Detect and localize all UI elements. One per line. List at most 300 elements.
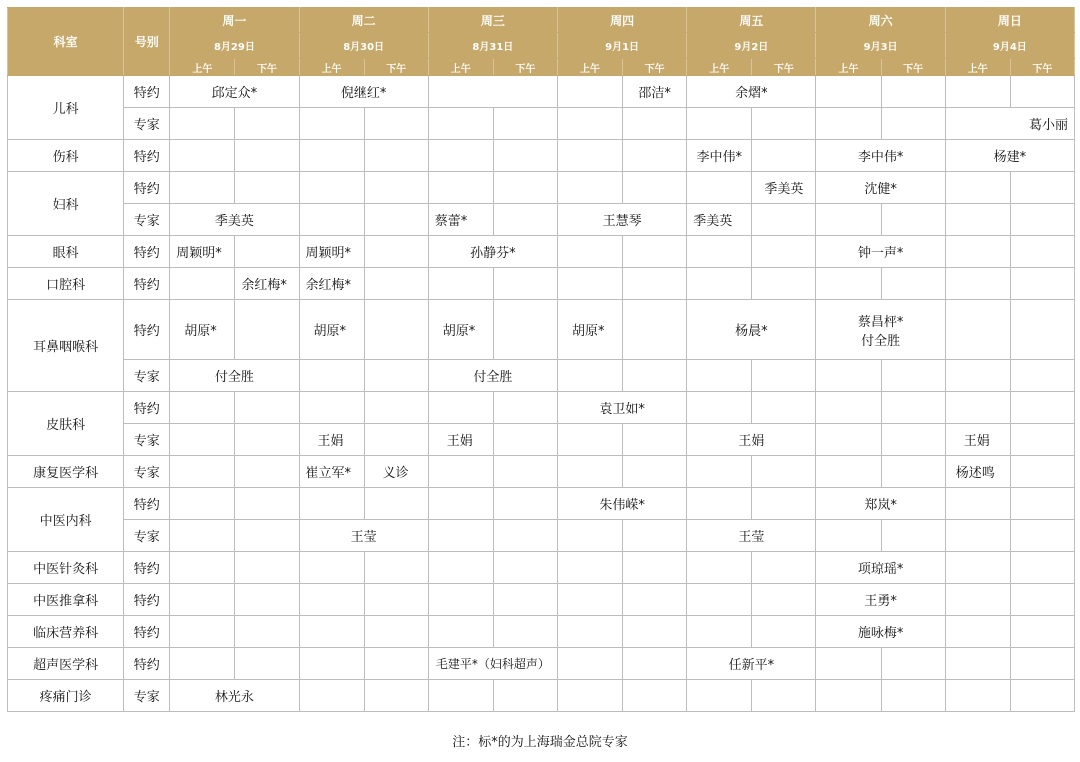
schedule-cell: 林光永	[170, 680, 299, 712]
schedule-cell	[364, 552, 428, 584]
schedule-cell: 王娟	[428, 424, 493, 456]
schedule-cell: 杨晨*	[687, 300, 816, 360]
schedule-cell	[364, 488, 428, 520]
schedule-cell	[945, 360, 1010, 392]
table-row	[8, 616, 1075, 648]
schedule-cell	[364, 648, 428, 680]
type-cell: 特约	[124, 392, 170, 424]
schedule-cell	[816, 108, 881, 140]
table-row	[8, 424, 1075, 456]
schedule-cell	[623, 172, 687, 204]
schedule-cell	[816, 680, 881, 712]
schedule-cell	[235, 300, 299, 360]
schedule-cell	[687, 360, 752, 392]
schedule-cell	[364, 268, 428, 300]
schedule-cell	[752, 268, 816, 300]
schedule-cell: 胡原*	[557, 300, 622, 360]
schedule-cell	[687, 236, 752, 268]
schedule-cell: 周颖明*	[299, 236, 364, 268]
header-pm: 下午	[235, 59, 299, 76]
schedule-cell: 袁卫如*	[557, 392, 686, 424]
schedule-cell: 王慧琴	[557, 204, 686, 236]
dept-cell: 口腔科	[8, 268, 124, 300]
schedule-cell	[881, 392, 945, 424]
schedule-cell	[623, 520, 687, 552]
schedule-cell	[299, 616, 364, 648]
ent-sat-line-2: 付全胜	[861, 333, 901, 349]
schedule-cell	[1010, 616, 1074, 648]
schedule-cell	[1010, 520, 1074, 552]
schedule-cell: 孙静芬*	[428, 236, 557, 268]
schedule-cell	[752, 140, 816, 172]
schedule-cell	[687, 172, 752, 204]
table-row	[8, 360, 1075, 392]
schedule-cell: 义诊	[364, 456, 428, 488]
schedule-cell	[299, 392, 364, 424]
header-pm: 下午	[364, 59, 428, 76]
schedule-cell	[299, 584, 364, 616]
schedule-cell	[1010, 648, 1074, 680]
schedule-cell	[557, 360, 622, 392]
schedule-cell	[1010, 172, 1074, 204]
schedule-cell: 王娟	[945, 424, 1010, 456]
schedule-cell	[235, 236, 299, 268]
schedule-cell	[170, 108, 235, 140]
schedule-cell	[170, 268, 235, 300]
schedule-cell	[364, 300, 428, 360]
schedule-cell	[493, 204, 557, 236]
schedule-cell	[235, 552, 299, 584]
schedule-cell	[364, 204, 428, 236]
schedule-cell	[493, 552, 557, 584]
type-cell: 特约	[124, 300, 170, 360]
schedule-cell	[945, 520, 1010, 552]
schedule-cell	[623, 236, 687, 268]
dept-cell: 妇科	[8, 172, 124, 236]
header-dept: 科室	[8, 8, 124, 76]
schedule-cell: 王莹	[687, 520, 816, 552]
schedule-cell	[493, 456, 557, 488]
schedule-cell	[752, 488, 816, 520]
schedule-cell	[557, 552, 622, 584]
schedule-cell	[557, 584, 622, 616]
schedule-cell	[945, 616, 1010, 648]
header-am: 上午	[945, 59, 1010, 76]
header-day-thu: 周四	[557, 8, 686, 33]
schedule-cell	[945, 392, 1010, 424]
type-cell: 特约	[124, 76, 170, 108]
dept-cell: 伤科	[8, 140, 124, 172]
schedule-cell	[364, 140, 428, 172]
schedule-cell	[235, 424, 299, 456]
schedule-cell	[364, 172, 428, 204]
type-cell: 专家	[124, 108, 170, 140]
schedule-cell: 葛小丽	[945, 108, 1074, 140]
schedule-cell	[428, 268, 493, 300]
schedule-cell	[1010, 584, 1074, 616]
schedule-cell	[170, 616, 235, 648]
schedule-cell	[945, 648, 1010, 680]
schedule-cell: 蔡蕾*	[428, 204, 493, 236]
header-day-sat: 周六	[816, 8, 945, 33]
schedule-cell	[1010, 204, 1074, 236]
schedule-cell	[235, 392, 299, 424]
type-cell: 特约	[124, 552, 170, 584]
schedule-cell: 施咏梅*	[816, 616, 945, 648]
table-row	[8, 680, 1075, 712]
schedule-cell	[235, 520, 299, 552]
table-header	[8, 8, 1075, 76]
schedule-cell: 钟一声*	[816, 236, 945, 268]
type-cell: 专家	[124, 204, 170, 236]
type-cell: 特约	[124, 616, 170, 648]
schedule-cell	[1010, 236, 1074, 268]
dept-cell: 疼痛门诊	[8, 680, 124, 712]
schedule-cell: 朱伟嵘*	[557, 488, 686, 520]
schedule-cell	[299, 172, 364, 204]
schedule-cell: 李中伟*	[687, 140, 752, 172]
schedule-cell	[493, 392, 557, 424]
schedule-cell	[752, 108, 816, 140]
schedule-cell	[493, 108, 557, 140]
schedule-cell	[752, 552, 816, 584]
header-date-sat: 9月3日	[816, 33, 945, 59]
schedule-cell	[428, 520, 493, 552]
schedule-cell: 季美英	[687, 204, 752, 236]
schedule-cell	[170, 648, 235, 680]
dept-cell: 耳鼻咽喉科	[8, 300, 124, 392]
schedule-cell	[623, 360, 687, 392]
table-row	[8, 584, 1075, 616]
schedule-cell: 付全胜	[428, 360, 557, 392]
table-row	[8, 268, 1075, 300]
header-date-fri: 9月2日	[687, 33, 816, 59]
schedule-cell	[364, 360, 428, 392]
schedule-cell: 付全胜	[170, 360, 299, 392]
schedule-cell	[299, 360, 364, 392]
table-row	[8, 552, 1075, 584]
table-row	[8, 300, 1075, 360]
schedule-cell	[687, 456, 752, 488]
schedule-cell	[235, 488, 299, 520]
schedule-cell	[816, 204, 881, 236]
schedule-cell: 崔立军*	[299, 456, 364, 488]
schedule-cell	[881, 456, 945, 488]
schedule-cell	[1010, 360, 1074, 392]
schedule-cell: 邱定众*	[170, 76, 299, 108]
table-row	[8, 236, 1075, 268]
table-row	[8, 392, 1075, 424]
schedule-cell	[881, 648, 945, 680]
schedule-cell	[816, 300, 945, 360]
header-day-fri: 周五	[687, 8, 816, 33]
table-row	[8, 648, 1075, 680]
schedule-cell	[557, 236, 622, 268]
schedule-cell	[687, 268, 752, 300]
schedule-cell	[299, 204, 364, 236]
schedule-cell	[687, 108, 752, 140]
schedule-cell	[235, 616, 299, 648]
schedule-cell	[945, 552, 1010, 584]
schedule-cell	[881, 204, 945, 236]
schedule-cell	[235, 172, 299, 204]
dept-cell: 眼科	[8, 236, 124, 268]
schedule-cell	[428, 140, 493, 172]
schedule-cell	[752, 360, 816, 392]
type-cell: 特约	[124, 236, 170, 268]
schedule-cell	[170, 488, 235, 520]
schedule-cell	[170, 424, 235, 456]
schedule-cell: 王娟	[687, 424, 816, 456]
table-row	[8, 456, 1075, 488]
table-row	[8, 172, 1075, 204]
schedule-cell	[428, 76, 557, 108]
schedule-cell: 杨建*	[945, 140, 1074, 172]
dept-cell: 中医内科	[8, 488, 124, 552]
schedule-cell	[1010, 300, 1074, 360]
schedule-cell	[816, 76, 881, 108]
schedule-cell	[752, 584, 816, 616]
dept-cell: 康复医学科	[8, 456, 124, 488]
schedule-cell	[623, 552, 687, 584]
schedule-cell	[235, 108, 299, 140]
schedule-cell	[428, 680, 493, 712]
schedule-cell	[493, 680, 557, 712]
schedule-cell	[557, 456, 622, 488]
schedule-cell	[687, 680, 752, 712]
schedule-cell	[493, 424, 557, 456]
type-cell: 专家	[124, 680, 170, 712]
dept-cell: 中医针灸科	[8, 552, 124, 584]
schedule-cell	[170, 456, 235, 488]
schedule-cell	[881, 268, 945, 300]
schedule-cell	[493, 616, 557, 648]
table-row	[8, 204, 1075, 236]
schedule-cell	[364, 108, 428, 140]
schedule-cell	[493, 300, 557, 360]
type-cell: 特约	[124, 140, 170, 172]
schedule-cell	[1010, 488, 1074, 520]
table-row	[8, 520, 1075, 552]
schedule-cell: 胡原*	[428, 300, 493, 360]
schedule-cell	[1010, 76, 1074, 108]
schedule-cell	[557, 648, 622, 680]
schedule-cell: 季美英	[752, 172, 816, 204]
schedule-cell	[945, 300, 1010, 360]
schedule-cell	[945, 204, 1010, 236]
schedule-cell	[881, 108, 945, 140]
schedule-cell	[364, 424, 428, 456]
schedule-cell	[170, 172, 235, 204]
schedule-cell	[170, 552, 235, 584]
schedule-cell	[557, 268, 622, 300]
schedule-cell	[493, 140, 557, 172]
header-am: 上午	[816, 59, 881, 76]
schedule-cell	[623, 680, 687, 712]
schedule-cell: 胡原*	[170, 300, 235, 360]
header-am: 上午	[428, 59, 493, 76]
schedule-cell	[687, 616, 752, 648]
schedule-cell	[1010, 680, 1074, 712]
schedule-cell	[493, 520, 557, 552]
schedule-cell	[1010, 456, 1074, 488]
schedule-cell: 王莹	[299, 520, 428, 552]
schedule-cell	[945, 680, 1010, 712]
ent-sat-line-1: 蔡昌枰*	[857, 314, 904, 330]
dept-cell: 儿科	[8, 76, 124, 140]
header-am: 上午	[557, 59, 622, 76]
schedule-cell: 毛建平*（妇科超声）	[428, 648, 557, 680]
schedule-cell	[557, 520, 622, 552]
schedule-cell	[881, 76, 945, 108]
schedule-cell	[687, 584, 752, 616]
schedule-cell	[428, 616, 493, 648]
schedule-cell	[364, 584, 428, 616]
schedule-cell	[623, 456, 687, 488]
schedule-cell	[299, 488, 364, 520]
schedule-cell	[557, 76, 622, 108]
header-pm: 下午	[623, 59, 687, 76]
schedule-cell	[493, 172, 557, 204]
header-pm: 下午	[1010, 59, 1074, 76]
schedule-cell: 李中伟*	[816, 140, 945, 172]
schedule-cell	[623, 300, 687, 360]
header-date-sun: 9月4日	[945, 33, 1074, 59]
schedule-cell: 王勇*	[816, 584, 945, 616]
table-row	[8, 76, 1075, 108]
schedule-cell	[816, 392, 881, 424]
schedule-cell	[428, 552, 493, 584]
schedule-cell	[557, 108, 622, 140]
header-day-wed: 周三	[428, 8, 557, 33]
type-cell: 特约	[124, 488, 170, 520]
table-row	[8, 488, 1075, 520]
schedule-cell	[493, 488, 557, 520]
header-day-tue: 周二	[299, 8, 428, 33]
schedule-cell	[623, 268, 687, 300]
schedule-cell	[881, 424, 945, 456]
schedule-cell	[816, 424, 881, 456]
schedule-cell	[557, 616, 622, 648]
table-body	[8, 76, 1075, 712]
schedule-cell	[881, 680, 945, 712]
dept-cell: 超声医学科	[8, 648, 124, 680]
schedule-cell	[299, 108, 364, 140]
schedule-cell	[752, 236, 816, 268]
schedule-cell: 倪继红*	[299, 76, 428, 108]
schedule-cell	[299, 680, 364, 712]
schedule-cell	[623, 108, 687, 140]
schedule-cell: 周颖明*	[170, 236, 235, 268]
dept-cell: 皮肤科	[8, 392, 124, 456]
schedule-cell: 邵洁*	[623, 76, 687, 108]
schedule-cell	[623, 584, 687, 616]
schedule-cell	[493, 584, 557, 616]
schedule-cell	[881, 520, 945, 552]
schedule-cell	[170, 140, 235, 172]
header-type: 号别	[124, 8, 170, 76]
schedule-cell	[235, 584, 299, 616]
schedule-cell	[557, 172, 622, 204]
schedule-cell	[364, 236, 428, 268]
schedule-cell: 胡原*	[299, 300, 364, 360]
schedule-cell: 王娟	[299, 424, 364, 456]
schedule-cell	[945, 584, 1010, 616]
schedule-cell	[945, 268, 1010, 300]
schedule-cell	[299, 552, 364, 584]
schedule-cell	[170, 392, 235, 424]
schedule-cell	[1010, 392, 1074, 424]
schedule-cell	[881, 360, 945, 392]
schedule-cell	[623, 140, 687, 172]
schedule-cell	[945, 488, 1010, 520]
schedule-cell	[752, 456, 816, 488]
schedule-cell: 杨述鸣	[945, 456, 1010, 488]
schedule-cell	[428, 172, 493, 204]
header-pm: 下午	[752, 59, 816, 76]
schedule-cell	[1010, 268, 1074, 300]
header-am: 上午	[687, 59, 752, 76]
schedule-cell: 郑岚*	[816, 488, 945, 520]
header-date-tue: 8月30日	[299, 33, 428, 59]
type-cell: 特约	[124, 648, 170, 680]
schedule-cell	[816, 648, 881, 680]
schedule-cell	[687, 552, 752, 584]
schedule-cell	[235, 140, 299, 172]
schedule-cell	[557, 140, 622, 172]
table-row	[8, 108, 1075, 140]
schedule-cell	[428, 488, 493, 520]
header-pm: 下午	[493, 59, 557, 76]
table-row	[8, 140, 1075, 172]
dept-cell: 中医推拿科	[8, 584, 124, 616]
schedule-cell	[623, 424, 687, 456]
schedule-cell	[1010, 552, 1074, 584]
schedule-cell	[364, 392, 428, 424]
schedule-cell	[557, 424, 622, 456]
header-am: 上午	[299, 59, 364, 76]
schedule-cell	[752, 680, 816, 712]
schedule-cell	[623, 648, 687, 680]
schedule-cell	[428, 108, 493, 140]
schedule-cell	[364, 680, 428, 712]
schedule-cell: 沈健*	[816, 172, 945, 204]
header-day-sun: 周日	[945, 8, 1074, 33]
schedule-wrap	[7, 7, 1075, 712]
schedule-cell	[816, 456, 881, 488]
schedule-cell	[170, 520, 235, 552]
schedule-cell	[428, 392, 493, 424]
schedule-cell	[428, 456, 493, 488]
header-am: 上午	[170, 59, 235, 76]
type-cell: 特约	[124, 584, 170, 616]
schedule-cell	[945, 236, 1010, 268]
schedule-cell	[235, 648, 299, 680]
clinic-schedule-table	[7, 7, 1075, 712]
schedule-cell	[816, 268, 881, 300]
schedule-cell	[687, 392, 752, 424]
header-date-wed: 8月31日	[428, 33, 557, 59]
schedule-cell	[752, 392, 816, 424]
type-cell: 专家	[124, 424, 170, 456]
dept-cell: 临床营养科	[8, 616, 124, 648]
schedule-cell: 余红梅*	[235, 268, 299, 300]
schedule-cell	[752, 616, 816, 648]
type-cell: 专家	[124, 456, 170, 488]
schedule-cell: 项琼瑶*	[816, 552, 945, 584]
header-pm: 下午	[881, 59, 945, 76]
schedule-cell	[945, 172, 1010, 204]
